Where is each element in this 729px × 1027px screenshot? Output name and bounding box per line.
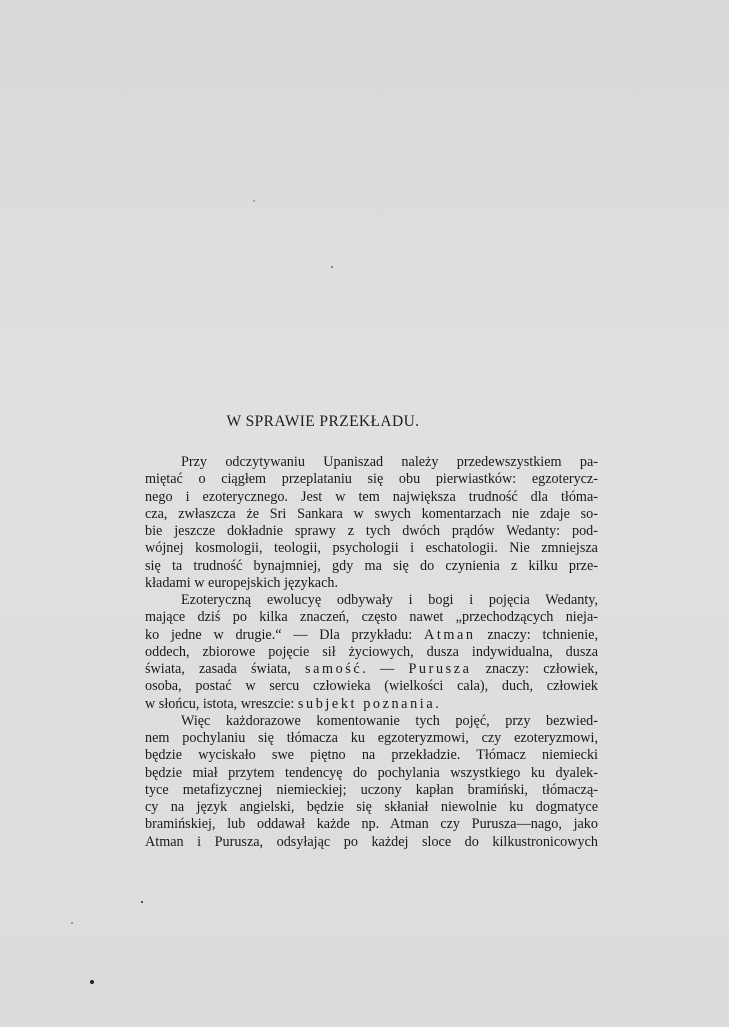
- emphasized-term: Purusza: [408, 661, 472, 677]
- text-line: będzie wyciskało swe piętno na przekładzie. Tłómacz niemiecki: [145, 747, 598, 764]
- emphasized-term: Atman: [423, 626, 476, 643]
- emphasized-term: subjekt poznania: [297, 695, 436, 712]
- text-line: nem pochylaniu się tłómacza ku egzoteryzmowi, czy ezoteryzmowi,: [145, 730, 598, 746]
- text-line: wójnej kosmologii, teologii, psychologii i eschatologii. Nie zmniejsza: [145, 540, 598, 557]
- text-line spaced-line: w słońcu, istota, wreszcie: subjekt poznania.: [145, 695, 439, 712]
- text-line: się ta trudność bynajmniej, gdy ma się do czynienia z kilku prze-: [145, 557, 598, 574]
- text-line: Więc każdorazowe komentowanie tych pojęć, przy bezwied-: [181, 712, 598, 729]
- paper-speck: [331, 266, 333, 268]
- paper-speck: [71, 922, 73, 924]
- text-line spaced-line: świata, zasada świata, samość. — Purusza znaczy: człowiek,: [145, 661, 599, 677]
- paper-speck: [141, 901, 143, 903]
- text-line: kładami w europejskich językach.: [145, 574, 339, 591]
- paper-speck: [253, 200, 255, 202]
- paper-speck: [90, 980, 94, 984]
- text-line: cy na język angielski, będzie się skłaniał niewolnie ku dogmatyce: [145, 799, 598, 815]
- text-line: bie jeszcze dokładnie sprawy z tych dwóch prądów Wedanty: pod-: [145, 523, 598, 539]
- text-line: Ezoteryczną ewolucyę odbywały i bogi i pojęcia Wedanty,: [181, 592, 598, 608]
- text-line: mające dziś po kilka znaczeń, często nawet „przechodzących nieja-: [145, 609, 598, 626]
- chapter-title: W SPRAWIE PRZEKŁADU.: [226, 413, 420, 430]
- text-line: bramińskiej, lub oddawał każde np. Atman czy Purusza—nago, jako: [145, 816, 598, 833]
- text-line: nego i ezoterycznego. Jest w tem największa trudność dla tłóma-: [145, 488, 598, 505]
- paragraph-1: [145, 454, 598, 592]
- text-line: osoba, postać w sercu człowieka (wielkości cala), duch, człowiek: [145, 678, 598, 695]
- text-line: miętać o ciągłem przeplataniu się obu pierwiastków: egzoterycz-: [145, 471, 598, 488]
- paragraph-2: [145, 592, 598, 713]
- body-text: [145, 454, 598, 851]
- text-line spaced-line: ko jedne w drugie.“ — Dla przykładu: Atman znaczy: tchnienie,: [145, 626, 598, 643]
- text-line: będzie miał przytem tendencyę do pochylania wszystkiego ku dyalek-: [145, 764, 598, 781]
- text-line: oddech, zbiorowe pojęcie sił życiowych, dusza indywidualna, dusza: [145, 643, 598, 660]
- text-line: cza, zwłaszcza że Sri Sankara w swych komentarzach nie zdaje so-: [145, 505, 598, 522]
- text-line: Przy odczytywaniu Upaniszad należy przedewszystkiem pa-: [181, 454, 598, 470]
- paragraph-3: [145, 713, 598, 851]
- text-line: Atman i Purusza, odsyłając po każdej sloce do kilkustronicowych: [145, 833, 598, 850]
- text-line: tyce metafizycznej niemieckiej; uczony kapłan bramiński, tłómaczą-: [145, 781, 598, 798]
- emphasized-term: samość: [304, 661, 363, 677]
